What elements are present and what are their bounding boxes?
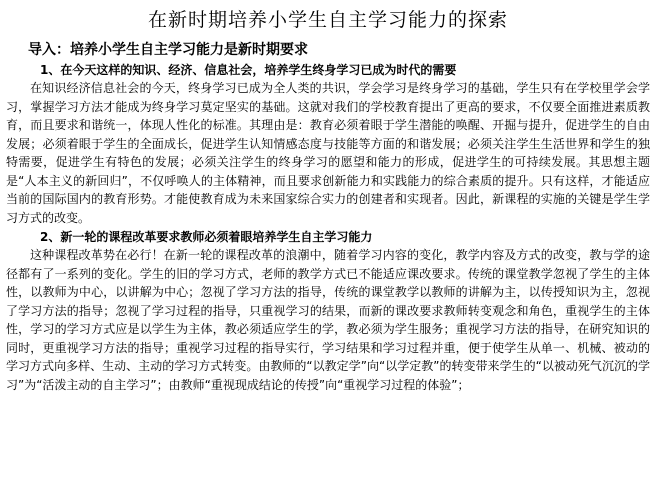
section-1-heading: 1、在今天这样的知识、经济、信息社会，培养学生终身学习已成为时代的需要 <box>40 63 457 77</box>
section-1-paragraph: 在知识经济信息社会的今天，终身学习已成为全人类的共识，学会学习是终身学习的基础，学生只有在学校里学会学习，掌握学习方法才能成为终身学习莫定坚实的基础。这就对我们的学校教育提出了更高的要求，不仅要全面推进素质教育，而且要求和谐统一，体现人性化的标准。其理由是：教育必须着眼于学生潜能的唤醒、开掘与提升，促进学生的自由发展；必须着眼于学生的全面成长，促进学生认知情感态度与技能等方面的和谐发展；必须关注学生生活世界和学生的独特需要，促进学生有特色的发展；必须关注学生的终身学习的愿望和能力的形成，促进学生的可持续发展。其思想主题是“人本主义的新回归”，不仅呼唤人的主体精神，而且要求创新能力和实践能力的综合素质的提升。只有这样，才能适应当前的国际国内的教育形势。才能使教育成为未来国家综合实力的创建者和实现者。因此，新课程的实施的关键是学生学习方式的改变。 <box>6 81 650 225</box>
document-title: 在新时期培养小学生自主学习能力的探索 <box>147 9 508 31</box>
section-2-heading: 2、新一轮的课程改革要求教师必须着眼培养学生自主学习能力 <box>40 230 373 244</box>
section-2-paragraph: 这种课程改革势在必行！在新一轮的课程改革的浪潮中，随着学习内容的变化，教学内容及方式的改变，教与学的途径都有了一系列的变化。学生的旧的学习方式，老师的教学方式已不能适应课改要求。传统的课堂教学忽视了学生的主体性，以教师为中心，以讲解为中心；忽视了学习方法的指导，传统的课堂教学以教师的讲解为主，以传授知识为主，忽视了学习方法的指导；忽视了学习过程的指导，只重视学习的结果，而新的课改要求教师转变观念和角色，重视学生的主体性，学习的学习方式应是以学生为主体，教必须适应学生的学，教必须为学生服务；重视学习方法的指导，在研究知识的同时，更重视学习方法的指导；重视学习过程的指导实行，学习结果和学习过程并重，便于使学生从单一、机械、被动的学习方式向多样、生动、主动的学习方式转变。由教师的“以教定学”向“以学定教”的转变带来学生的“以被动死气沉沉的学习”为“活泼主动的自主学习”；由教师“重视现成结论的传授”向“重视学习过程的体验”； <box>6 248 650 392</box>
intro-heading: 导入：培养小学生自主学习能力是新时期要求 <box>28 42 308 58</box>
